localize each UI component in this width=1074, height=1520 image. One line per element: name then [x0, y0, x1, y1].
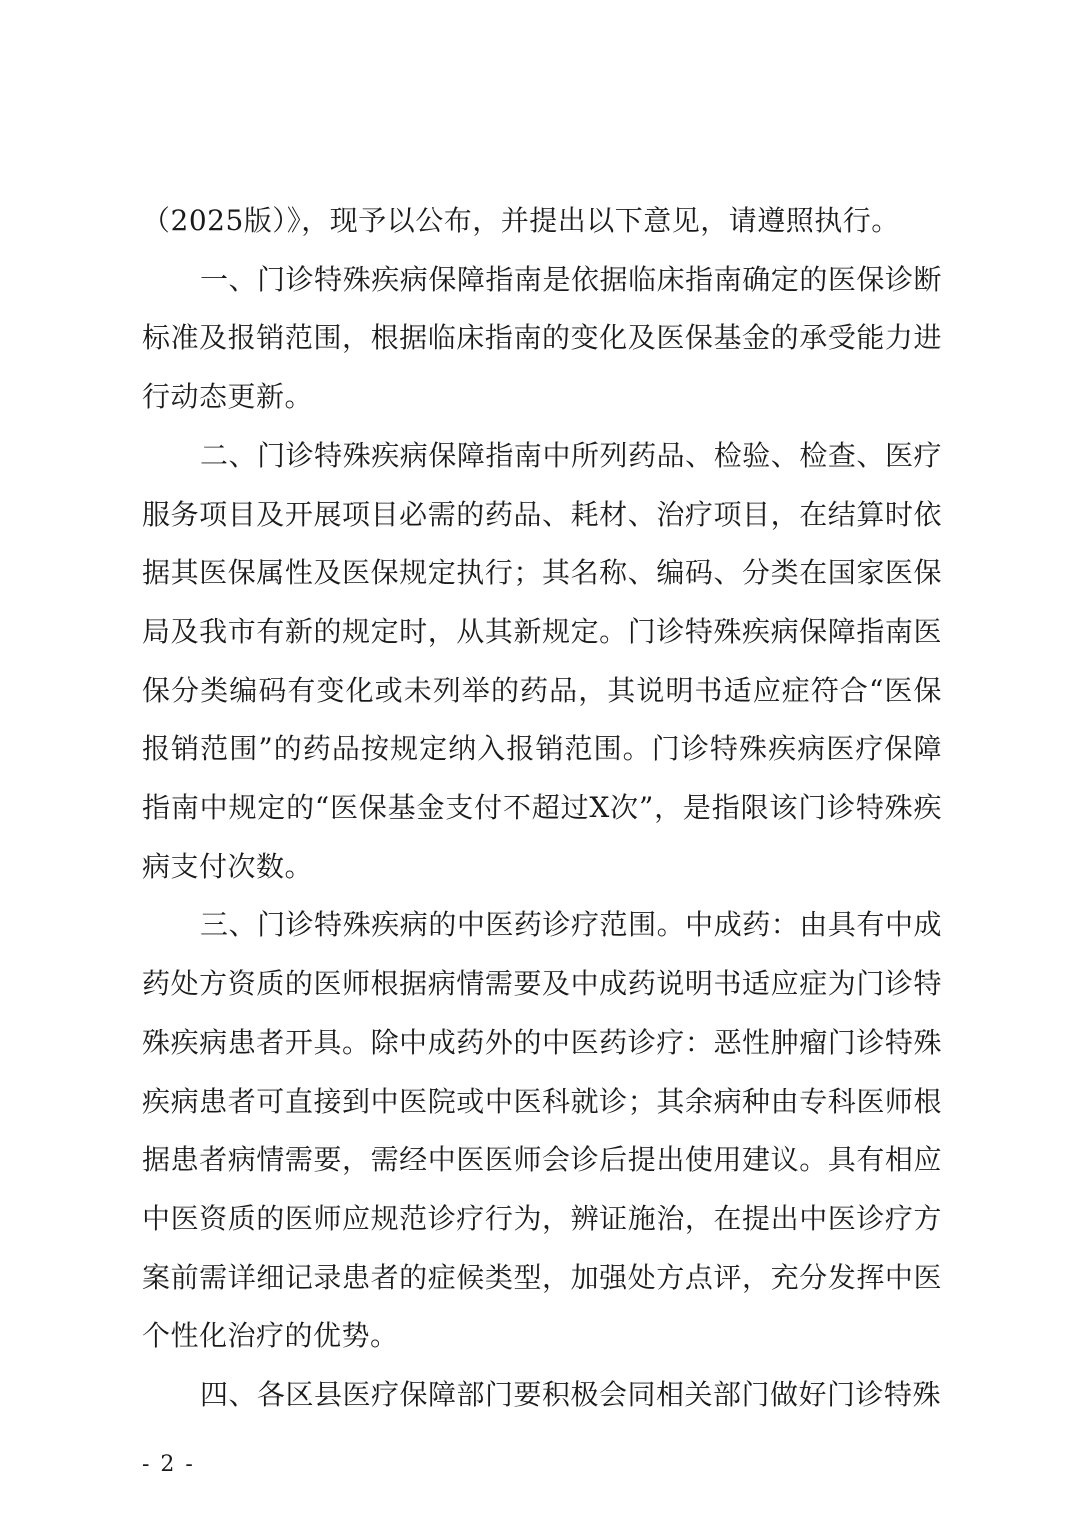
document-body [142, 192, 942, 1425]
paragraph-item-3: 三、门诊特殊疾病的中医药诊疗范围。中成药：由具有中成药处方资质的医师根据病情需要及中成药说明书适应症为门诊特殊疾病患者开具。除中成药外的中医药诊疗：恶性肿瘤门诊特殊疾病患者可直接到中医院或中医科就诊；其余病种由专科医师根据患者病情需要，需经中医医师会诊后提出使用建议。具有相应中医资质的医师应规范诊疗行为，辨证施治，在提出中医诊疗方案前需详细记录患者的症候类型，加强处方点评，充分发挥中医个性化治疗的优势。 [142, 908, 942, 1353]
paragraph-item-4: 四、各区县医疗保障部门要积极会同相关部门做好门诊特殊 [200, 1378, 942, 1412]
page-number: - 2 - [142, 1452, 195, 1477]
paragraph-item-1: 一、门诊特殊疾病保障指南是依据临床指南确定的医保诊断标准及报销范围，根据临床指南的变化及医保基金的承受能力进行动态更新。 [142, 262, 942, 414]
paragraph-item-2: 二、门诊特殊疾病保障指南中所列药品、检验、检查、医疗服务项目及开展项目必需的药品、耗材、治疗项目，在结算时依据其医保属性及医保规定执行；其名称、编码、分类在国家医保局及我市有新的规定时，从其新规定。门诊特殊疾病保障指南医保分类编码有变化或未列举的药品，其说明书适应症符合“医保报销范围”的药品按规定纳入报销范围。门诊特殊疾病医疗保障指南中规定的“医保基金支付不超过X次”，是指限该门诊特殊疾病支付次数。 [142, 438, 942, 883]
paragraph-continuation: （2025版）》，现予以公布，并提出以下意见，请遵照执行。 [142, 204, 900, 237]
